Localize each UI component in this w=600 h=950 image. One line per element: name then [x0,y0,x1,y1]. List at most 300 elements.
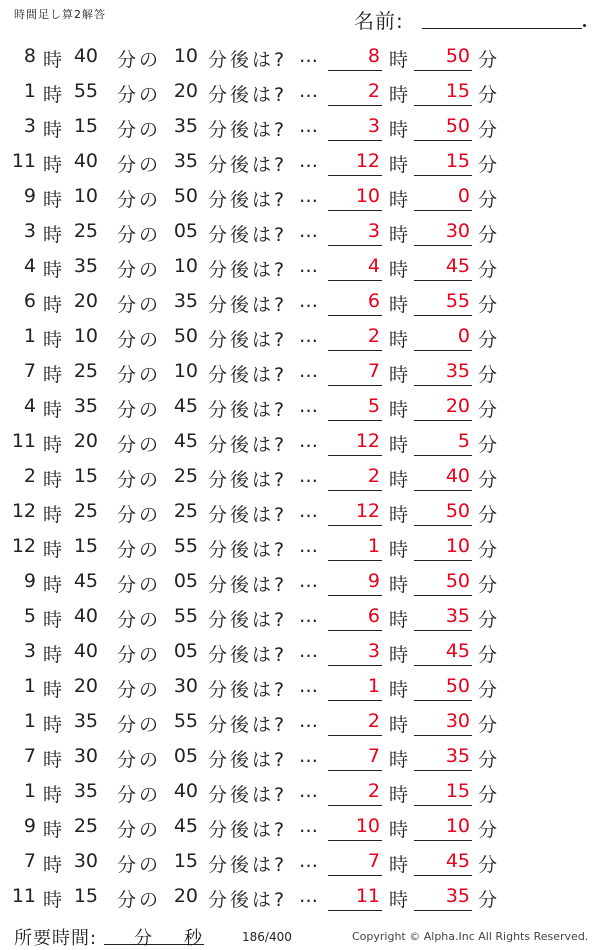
answer-minute: 0 [457,325,470,347]
start-minute: 20 [73,430,98,452]
answer-minute: 50 [445,675,470,697]
minutes-later-label: 分後は? [208,714,288,736]
added-minutes: 45 [173,815,198,837]
ellipsis: … [299,80,318,102]
answer-minute-unit: 分 [478,504,498,526]
start-minute: 35 [73,780,98,802]
answer-minute-line[interactable] [414,140,472,141]
hour-unit: 時 [43,224,63,246]
added-minutes: 05 [173,220,198,242]
time-minute-unit: 分 [134,928,152,949]
answer-minute-line[interactable] [414,105,472,106]
copyright: Copyright © Alpha.Inc All Rights Reserved. [352,930,589,943]
ellipsis: … [299,500,318,522]
problem-row [0,809,600,844]
answer-hour: 12 [355,150,380,172]
minute-of-unit: 分の [117,644,162,666]
answer-hour-line[interactable] [328,805,382,806]
start-hour: 12 [11,500,36,522]
answer-minute-line[interactable] [414,770,472,771]
answer-hour: 2 [367,325,380,347]
start-hour: 1 [23,80,36,102]
name-area [354,5,590,31]
added-minutes: 25 [173,500,198,522]
start-hour: 7 [23,850,36,872]
minutes-later-label: 分後は? [208,504,288,526]
problem-list [0,39,600,914]
answer-hour-line[interactable] [328,700,382,701]
minute-of-unit: 分の [117,609,162,631]
answer-minute: 10 [445,815,470,837]
answer-hour: 12 [355,500,380,522]
answer-hour-line[interactable] [328,350,382,351]
minutes-later-label: 分後は? [208,329,288,351]
minutes-later-label: 分後は? [208,224,288,246]
ellipsis: … [299,745,318,767]
answer-hour-line[interactable] [328,595,382,596]
problem-row [0,74,600,109]
minutes-later-label: 分後は? [208,119,288,141]
start-hour: 4 [23,395,36,417]
problem-row [0,739,600,774]
answer-hour-unit: 時 [389,854,409,876]
answer-minute-line[interactable] [414,910,472,911]
answer-hour-line[interactable] [328,875,382,876]
start-hour: 3 [23,115,36,137]
answer-minute-unit: 分 [478,84,498,106]
answer-minute-unit: 分 [478,469,498,491]
ellipsis: … [299,815,318,837]
answer-hour: 2 [367,710,380,732]
answer-hour-line[interactable] [328,665,382,666]
ellipsis: … [299,290,318,312]
answer-minute-unit: 分 [478,889,498,911]
problem-row [0,354,600,389]
added-minutes: 10 [173,360,198,382]
hour-unit: 時 [43,294,63,316]
problem-row [0,879,600,914]
answer-minute-line[interactable] [414,525,472,526]
answer-minute-line[interactable] [414,665,472,666]
ellipsis: … [299,710,318,732]
answer-hour-line[interactable] [328,840,382,841]
answer-minute-unit: 分 [478,329,498,351]
start-minute: 20 [73,675,98,697]
added-minutes: 05 [173,640,198,662]
start-minute: 40 [73,45,98,67]
answer-minute-line[interactable] [414,70,472,71]
hour-unit: 時 [43,889,63,911]
added-minutes: 05 [173,745,198,767]
problem-row [0,389,600,424]
hour-unit: 時 [43,84,63,106]
start-hour: 1 [23,780,36,802]
problem-row [0,39,600,74]
hour-unit: 時 [43,189,63,211]
minute-of-unit: 分の [117,294,162,316]
answer-hour-unit: 時 [389,434,409,456]
added-minutes: 15 [173,850,198,872]
answer-hour-line[interactable] [328,630,382,631]
answer-minute: 45 [445,850,470,872]
start-minute: 25 [73,360,98,382]
start-minute: 45 [73,570,98,592]
start-minute: 25 [73,500,98,522]
answer-hour-unit: 時 [389,329,409,351]
hour-unit: 時 [43,714,63,736]
answer-hour-line[interactable] [328,315,382,316]
answer-hour-unit: 時 [389,154,409,176]
answer-hour-unit: 時 [389,364,409,386]
hour-unit: 時 [43,819,63,841]
added-minutes: 10 [173,255,198,277]
hour-unit: 時 [43,119,63,141]
answer-minute-unit: 分 [478,364,498,386]
answer-minute: 50 [445,45,470,67]
added-minutes: 55 [173,710,198,732]
answer-hour-line[interactable] [328,210,382,211]
ellipsis: … [299,325,318,347]
answer-minute: 15 [445,780,470,802]
answer-minute-unit: 分 [478,679,498,701]
ellipsis: … [299,570,318,592]
problem-row [0,599,600,634]
answer-hour-line[interactable] [328,525,382,526]
answer-hour-unit: 時 [389,84,409,106]
problem-row [0,109,600,144]
answer-hour: 2 [367,80,380,102]
answer-hour-unit: 時 [389,189,409,211]
answer-minute: 45 [445,640,470,662]
minute-of-unit: 分の [117,189,162,211]
answer-hour-line[interactable] [328,735,382,736]
answer-hour-unit: 時 [389,609,409,631]
minutes-later-label: 分後は? [208,294,288,316]
answer-minute: 50 [445,500,470,522]
answer-minute-unit: 分 [478,294,498,316]
minute-of-unit: 分の [117,119,162,141]
answer-hour-line[interactable] [328,910,382,911]
start-hour: 8 [23,45,36,67]
minute-of-unit: 分の [117,574,162,596]
minute-of-unit: 分の [117,819,162,841]
start-minute: 35 [73,710,98,732]
answer-minute-line[interactable] [414,385,472,386]
answer-minute-line[interactable] [414,245,472,246]
answer-minute-unit: 分 [478,784,498,806]
answer-hour-unit: 時 [389,469,409,491]
start-hour: 7 [23,745,36,767]
answer-hour: 5 [367,395,380,417]
hour-unit: 時 [43,749,63,771]
answer-hour-unit: 時 [389,644,409,666]
start-minute: 25 [73,220,98,242]
time-second-unit: 秒 [184,928,202,949]
ellipsis: … [299,465,318,487]
answer-hour: 3 [367,115,380,137]
answer-hour-unit: 時 [389,574,409,596]
answer-hour: 7 [367,360,380,382]
answer-hour: 10 [355,185,380,207]
minute-of-unit: 分の [117,504,162,526]
answer-hour-unit: 時 [389,49,409,71]
answer-hour: 12 [355,430,380,452]
answer-minute-line[interactable] [414,175,472,176]
answer-hour-unit: 時 [389,294,409,316]
answer-hour: 1 [367,535,380,557]
answer-minute-line[interactable] [414,420,472,421]
answer-hour: 3 [367,220,380,242]
added-minutes: 35 [173,115,198,137]
answer-hour-line[interactable] [328,455,382,456]
answer-minute-line[interactable] [414,840,472,841]
start-hour: 6 [23,290,36,312]
minute-of-unit: 分の [117,714,162,736]
added-minutes: 20 [173,80,198,102]
start-hour: 9 [23,185,36,207]
answer-hour: 7 [367,745,380,767]
added-minutes: 45 [173,395,198,417]
start-hour: 9 [23,570,36,592]
answer-hour: 2 [367,780,380,802]
answer-hour: 8 [367,45,380,67]
added-minutes: 25 [173,465,198,487]
hour-unit: 時 [43,539,63,561]
start-minute: 40 [73,640,98,662]
start-minute: 35 [73,395,98,417]
answer-hour-line[interactable] [328,420,382,421]
answer-minute-unit: 分 [478,749,498,771]
answer-minute-line[interactable] [414,700,472,701]
answer-minute-line[interactable] [414,280,472,281]
answer-minute: 50 [445,570,470,592]
hour-unit: 時 [43,784,63,806]
answer-hour-line[interactable] [328,105,382,106]
answer-minute-unit: 分 [478,819,498,841]
answer-minute-line[interactable] [414,875,472,876]
added-minutes: 35 [173,290,198,312]
answer-minute-unit: 分 [478,434,498,456]
start-minute: 15 [73,115,98,137]
ellipsis: … [299,885,318,907]
problem-row [0,459,600,494]
answer-hour: 4 [367,255,380,277]
hour-unit: 時 [43,399,63,421]
answer-minute: 35 [445,605,470,627]
minutes-later-label: 分後は? [208,574,288,596]
problem-row [0,424,600,459]
answer-minute: 30 [445,220,470,242]
answer-minute-unit: 分 [478,574,498,596]
answer-minute: 50 [445,115,470,137]
hour-unit: 時 [43,364,63,386]
answer-minute: 5 [457,430,470,452]
minute-of-unit: 分の [117,399,162,421]
minutes-later-label: 分後は? [208,154,288,176]
problem-row [0,634,600,669]
minutes-later-label: 分後は? [208,889,288,911]
answer-hour-line[interactable] [328,175,382,176]
minutes-later-label: 分後は? [208,434,288,456]
minute-of-unit: 分の [117,854,162,876]
added-minutes: 10 [173,45,198,67]
answer-minute-line[interactable] [414,210,472,211]
added-minutes: 55 [173,535,198,557]
answer-minute: 35 [445,745,470,767]
minutes-later-label: 分後は? [208,644,288,666]
ellipsis: … [299,360,318,382]
problem-row [0,844,600,879]
start-minute: 25 [73,815,98,837]
minutes-later-label: 分後は? [208,679,288,701]
minutes-later-label: 分後は? [208,854,288,876]
answer-minute-line[interactable] [414,455,472,456]
start-minute: 15 [73,535,98,557]
hour-unit: 時 [43,854,63,876]
start-hour: 11 [11,885,36,907]
added-minutes: 40 [173,780,198,802]
start-minute: 20 [73,290,98,312]
answer-minute-unit: 分 [478,259,498,281]
added-minutes: 55 [173,605,198,627]
answer-minute-line[interactable] [414,350,472,351]
minutes-later-label: 分後は? [208,819,288,841]
answer-hour-unit: 時 [389,714,409,736]
answer-minute-line[interactable] [414,805,472,806]
answer-hour-unit: 時 [389,784,409,806]
ellipsis: … [299,220,318,242]
answer-hour-line[interactable] [328,280,382,281]
answer-hour-line[interactable] [328,560,382,561]
answer-minute: 15 [445,80,470,102]
answer-minute: 40 [445,465,470,487]
problem-row [0,704,600,739]
added-minutes: 45 [173,430,198,452]
answer-minute-line[interactable] [414,315,472,316]
start-minute: 35 [73,255,98,277]
ellipsis: … [299,780,318,802]
answer-hour-line[interactable] [328,70,382,71]
ellipsis: … [299,185,318,207]
problem-row [0,564,600,599]
added-minutes: 35 [173,150,198,172]
ellipsis: … [299,675,318,697]
problem-row [0,179,600,214]
added-minutes: 50 [173,185,198,207]
minute-of-unit: 分の [117,889,162,911]
hour-unit: 時 [43,49,63,71]
start-hour: 1 [23,675,36,697]
start-hour: 9 [23,815,36,837]
answer-minute: 55 [445,290,470,312]
answer-minute-line[interactable] [414,560,472,561]
name-label: 名前: [354,9,404,33]
start-hour: 4 [23,255,36,277]
minute-of-unit: 分の [117,224,162,246]
start-minute: 40 [73,605,98,627]
start-hour: 3 [23,220,36,242]
answer-hour-line[interactable] [328,245,382,246]
hour-unit: 時 [43,469,63,491]
start-minute: 30 [73,745,98,767]
answer-minute-line[interactable] [414,630,472,631]
start-minute: 40 [73,150,98,172]
answer-hour-line[interactable] [328,140,382,141]
start-minute: 10 [73,185,98,207]
ellipsis: … [299,605,318,627]
minute-of-unit: 分の [117,749,162,771]
answer-minute-unit: 分 [478,189,498,211]
ellipsis: … [299,255,318,277]
hour-unit: 時 [43,154,63,176]
start-hour: 2 [23,465,36,487]
minute-of-unit: 分の [117,329,162,351]
answer-hour-unit: 時 [389,224,409,246]
added-minutes: 30 [173,675,198,697]
minute-of-unit: 分の [117,84,162,106]
hour-unit: 時 [43,329,63,351]
minute-of-unit: 分の [117,364,162,386]
answer-hour-unit: 時 [389,399,409,421]
hour-unit: 時 [43,434,63,456]
answer-hour-unit: 時 [389,119,409,141]
problem-row [0,494,600,529]
name-input-line[interactable] [422,28,582,29]
problem-row [0,249,600,284]
answer-minute-unit: 分 [478,119,498,141]
answer-minute-line[interactable] [414,735,472,736]
start-minute: 55 [73,80,98,102]
answer-minute-unit: 分 [478,154,498,176]
answer-hour-line[interactable] [328,490,382,491]
answer-minute-line[interactable] [414,595,472,596]
hour-unit: 時 [43,644,63,666]
minutes-later-label: 分後は? [208,784,288,806]
footer [0,920,600,949]
ellipsis: … [299,115,318,137]
added-minutes: 50 [173,325,198,347]
start-minute: 15 [73,885,98,907]
answer-hour-line[interactable] [328,770,382,771]
answer-hour: 9 [367,570,380,592]
answer-hour: 1 [367,675,380,697]
answer-hour: 2 [367,465,380,487]
answer-minute-unit: 分 [478,714,498,736]
answer-hour-unit: 時 [389,259,409,281]
answer-minute: 45 [445,255,470,277]
answer-minute-unit: 分 [478,224,498,246]
page-number: 186/400 [242,930,292,944]
answer-minute-unit: 分 [478,49,498,71]
minutes-later-label: 分後は? [208,469,288,491]
answer-hour-line[interactable] [328,385,382,386]
problem-row [0,144,600,179]
answer-minute-line[interactable] [414,490,472,491]
sheet-title: 時間足し算2解答 [14,8,106,21]
ellipsis: … [299,640,318,662]
ellipsis: … [299,850,318,872]
answer-hour: 10 [355,815,380,837]
minutes-later-label: 分後は? [208,609,288,631]
answer-hour-unit: 時 [389,504,409,526]
answer-minute: 30 [445,710,470,732]
start-hour: 11 [11,150,36,172]
time-required-label: 所要時間: [14,928,98,949]
added-minutes: 20 [173,885,198,907]
ellipsis: … [299,150,318,172]
answer-minute: 15 [445,150,470,172]
problem-row [0,319,600,354]
